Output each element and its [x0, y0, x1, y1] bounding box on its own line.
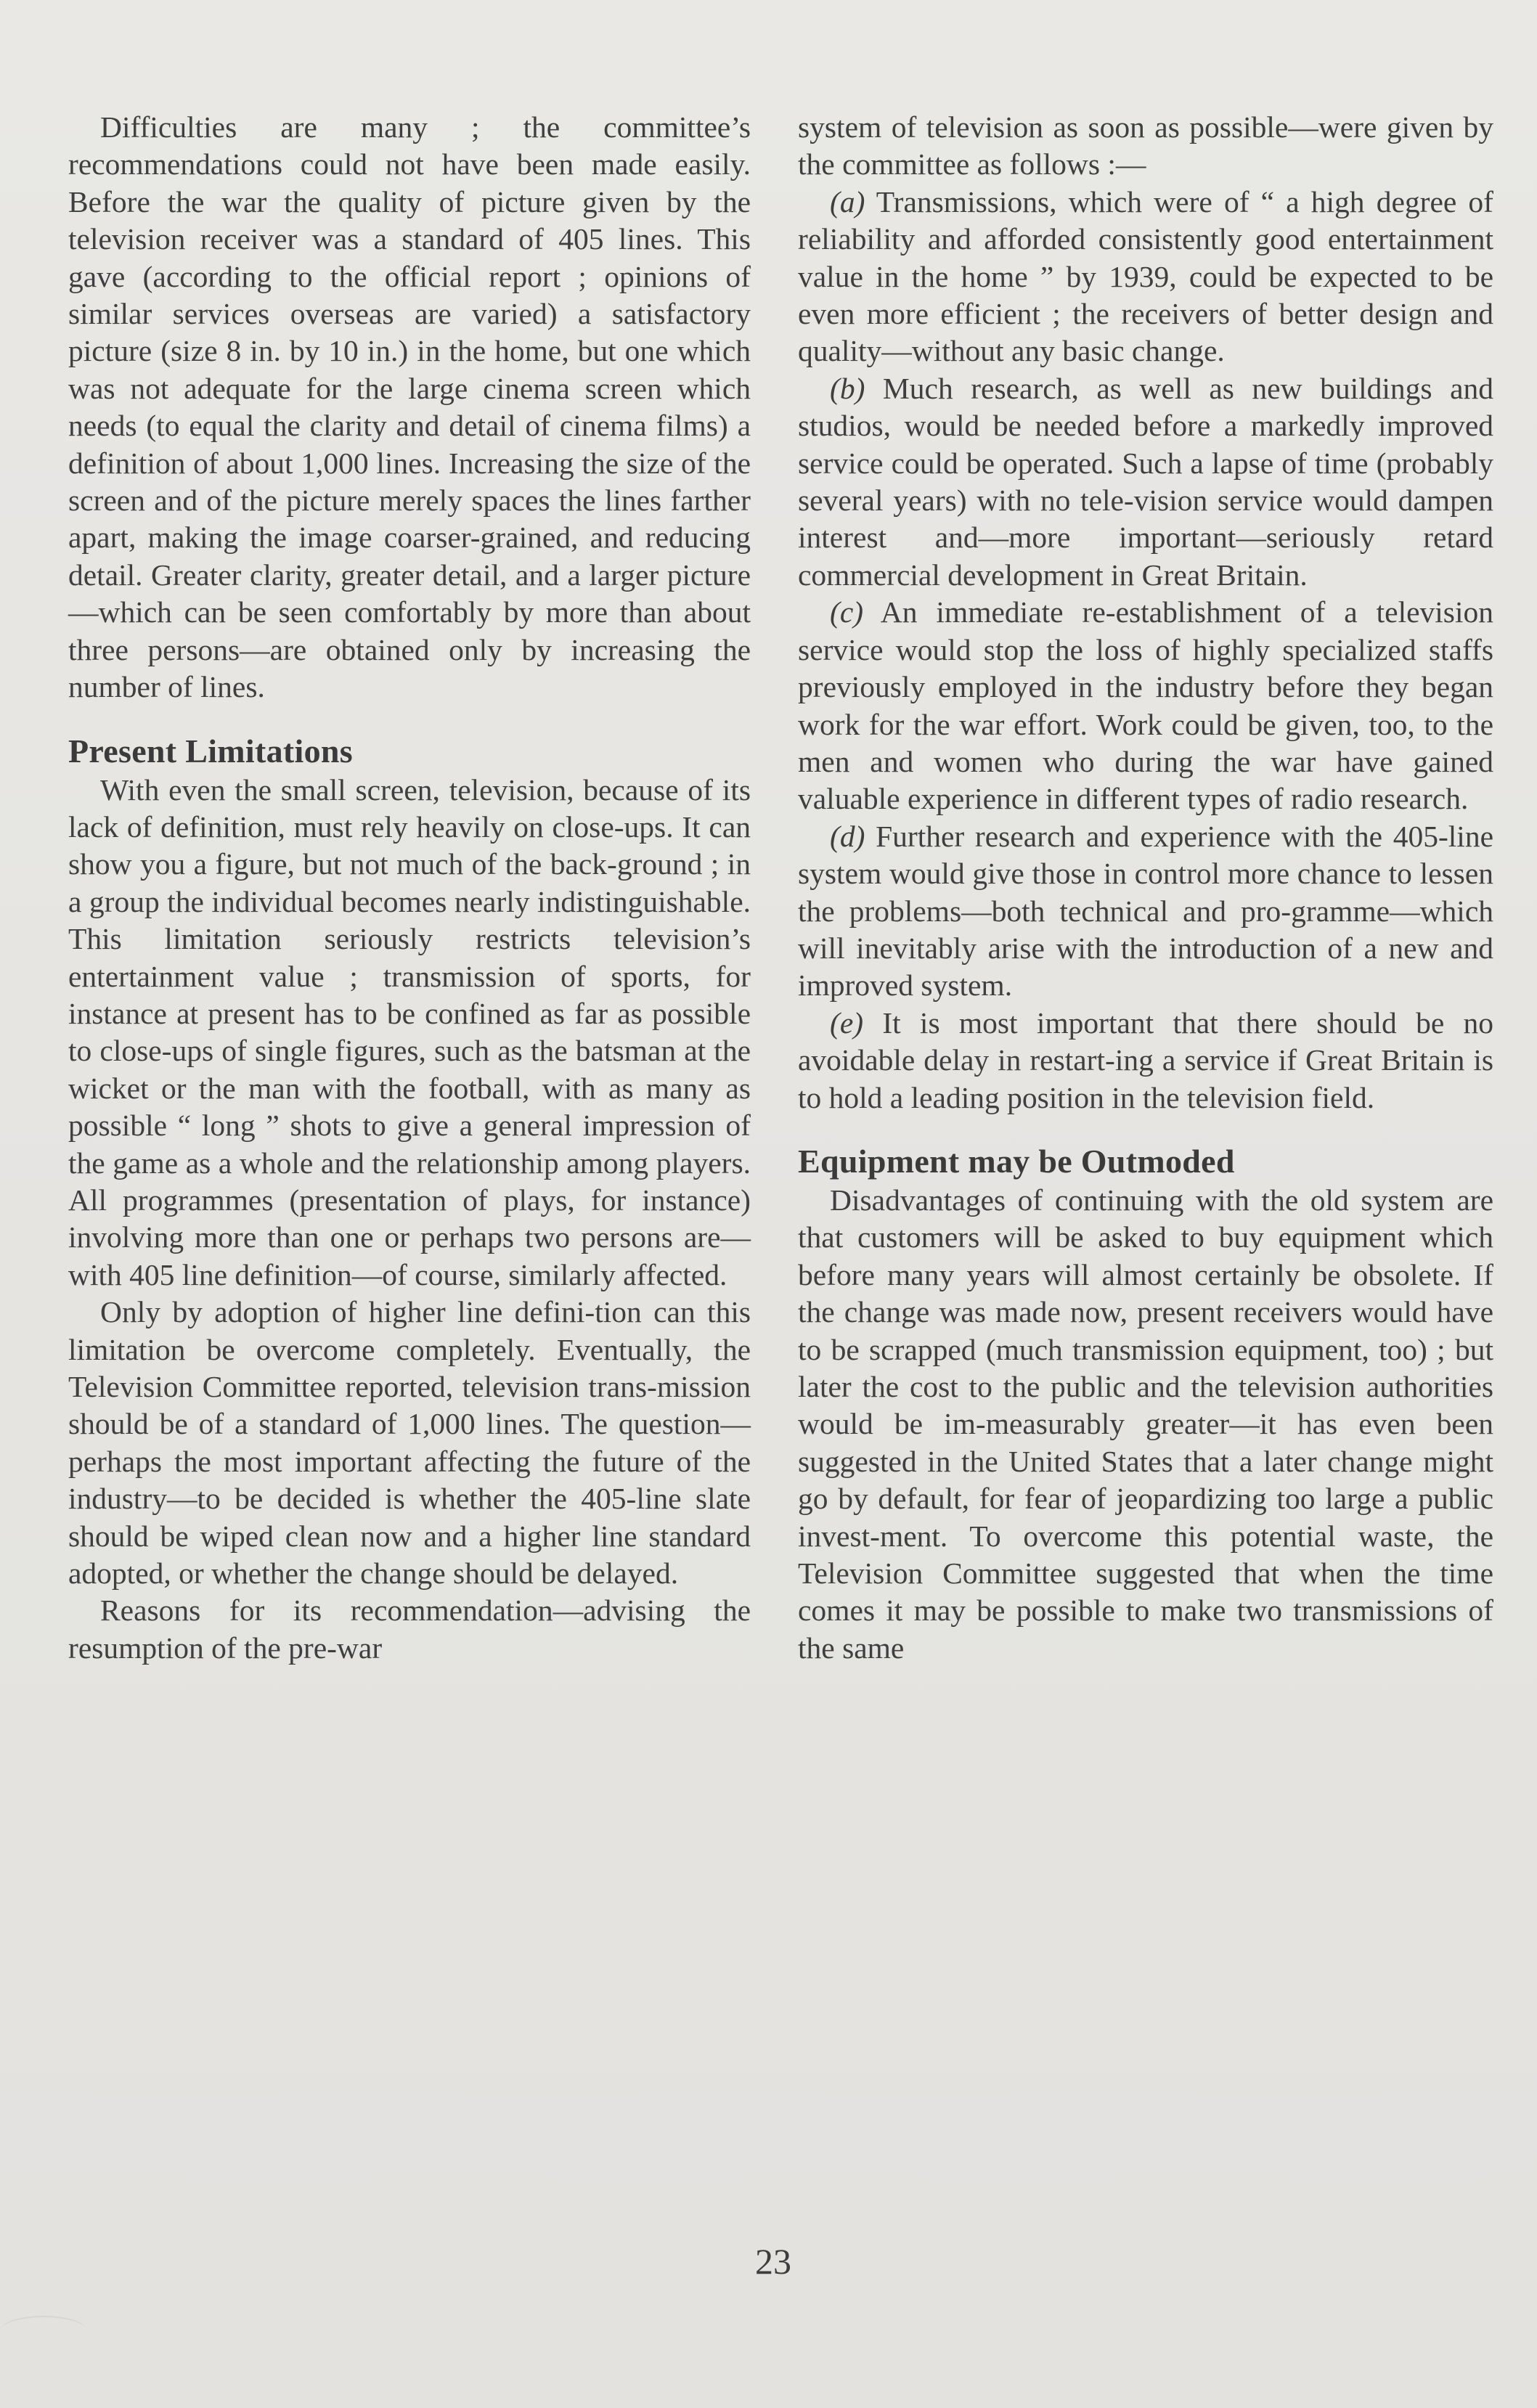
paragraph-difficulties: Difficulties are many ; the committee’s recommendations could not have been made easily. Before the war the quality of picture given by the television receiver was a standard of 405 lines. This gave (according to the official report ; opinions of similar services overseas are varied) a satisfactory picture (size 8 in. by 10 in.) in the home, but one which was not adequate for the large cinema screen which needs (to equal the clarity and detail of cinema films) a definition of about 1,000 lines. Increasing the size of the screen and of the picture merely spaces the lines farther apart, making the image coarser-grained, and reducing detail. Greater clarity, greater detail, and a larger picture—which can be seen comfortably by more than about three persons—are obtained only by increasing the number of lines.: [68, 110, 751, 704]
heading-present-limitations: Present Limitations: [68, 732, 353, 770]
list-item-d-text: Further research and experience with the 405-line system would give those in control more chance to lessen the problems—both technical and pro-gramme—which will inevitably arise with the introduction of a new and improved system.: [798, 819, 1493, 1003]
page-number: 23: [755, 2241, 791, 2282]
list-item-e-label: (e): [830, 1005, 864, 1040]
list-item-b: [798, 370, 1493, 594]
paragraph-close-ups: With even the small screen, television, because of its lack of definition, must rely heavily on close-ups. It can show you a figure, but not much of the back-ground ; in a group the individual becomes nearly indistinguishable. This limitation seriously restricts television’s entertainment value ; transmission of sports, for instance at present has to be confined as far as possible to close-ups of single figures, such as the batsman at the wicket or the man with the football, with as many as possible “ long ” shots to give a general impression of the game as a whole and the relationship among players. All programmes (presentation of plays, for instance) involving more than one or perhaps two persons are—with 405 line definition—of course, similarly affected.: [68, 772, 751, 1291]
list-item-a: [798, 184, 1493, 370]
paragraph-reasons-continued: system of television as soon as possible—were given by the committee as follows :—: [798, 110, 1493, 181]
list-item-b-text: Much research, as well as new buildings and studios, would be needed before a markedly improved service could be operated. Such a lapse of time (probably several years) with no tele-vision service would dampen interest and—more important—seriously retard commercial development in Great Britain.: [798, 371, 1493, 592]
paper-mark: [0, 2316, 87, 2346]
paragraph-higher-line-definition: Only by adoption of higher line defini-tion can this limitation be overcome completely. Eventually, the Television Committee reported, television trans-mission should be of a standard of 1,000 lines. The question—perhaps the most important affecting the future of the industry—to be decided is whether the 405-line slate should be wiped clean now and a higher line standard adopted, or whether the change should be delayed.: [68, 1295, 751, 1591]
right-column: [798, 109, 1493, 1667]
list-item-d: [798, 818, 1493, 1005]
list-item-a-text: Transmissions, which were of “ a high degree of reliability and afforded consistently good entertainment value in the home ” by 1939, could be expected to be even more efficient ; the receivers of better design and quality—without any basic change.: [798, 184, 1493, 368]
list-item-c-text: An immediate re-establishment of a television service would stop the loss of highly specialized staffs previously employed in the industry before they began work for the war effort. Work could be given, too, to the men and women who during the war have gained valuable experience in different types of radio research.: [798, 595, 1493, 816]
list-item-e-text: It is most important that there should be no avoidable delay in restart-ing a service if Great Britain is to hold a leading position in the television field.: [798, 1005, 1493, 1114]
list-item-c: [798, 594, 1493, 817]
list-item-d-label: (d): [830, 819, 865, 853]
list-item-a-label: (a): [830, 184, 865, 219]
heading-equipment-outmoded: Equipment may be Outmoded: [798, 1142, 1235, 1180]
paragraph-reasons: Reasons for its recommendation—advising the resumption of the pre-war: [68, 1593, 751, 1665]
list-item-b-label: (b): [830, 371, 865, 405]
list-item-e: [798, 1005, 1493, 1117]
list-item-c-label: (c): [830, 595, 864, 629]
paragraph-disadvantages: Disadvantages of continuing with the old system are that customers will be asked to buy equipment which before many years will almost certainly be obsolete. If the change was made now, present receivers would have to be scrapped (much transmission equipment, too) ; but later the cost to the public and the television authorities would be im-measurably greater—it has even been suggested in the United States that a later change might go by default, for fear of jeopardizing too large a public invest-ment. To overcome this potential waste, the Television Committee suggested that when the time comes it may be possible to make two transmissions of the same: [798, 1183, 1493, 1665]
left-column: [68, 109, 751, 1667]
